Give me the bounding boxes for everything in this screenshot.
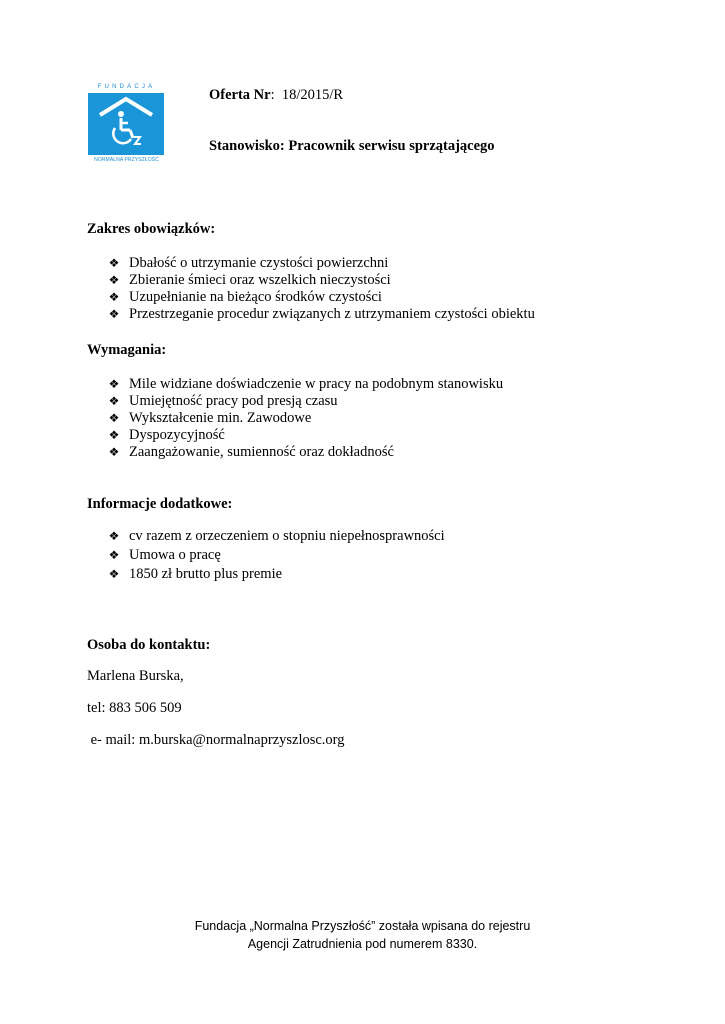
logo-bottom-text: NORMALNA PRZYSZŁOŚĆ xyxy=(94,157,159,163)
logo-top-text: FUNDACJA xyxy=(97,84,156,90)
logo-emblem xyxy=(88,93,164,155)
offer-sep: : xyxy=(270,87,275,103)
duties-heading: Zakres obowiązków: xyxy=(87,221,216,237)
bullet-icon: ❖ xyxy=(108,377,120,391)
contact-email: e- mail: m.burska@normalnaprzyszlosc.org xyxy=(87,732,345,748)
bullet-icon: ❖ xyxy=(108,428,120,442)
offer-number xyxy=(209,87,343,104)
foundation-logo xyxy=(87,84,166,168)
requirements-list xyxy=(107,376,627,461)
bullet-icon: ❖ xyxy=(108,529,120,543)
bullet-icon: ❖ xyxy=(108,394,120,408)
bullet-icon: ❖ xyxy=(108,307,120,321)
bullet-icon: ❖ xyxy=(108,290,120,304)
footer xyxy=(0,917,725,953)
bullet-icon: ❖ xyxy=(108,256,120,270)
list-item: ❖ Umiejętność pracy pod presją czasu xyxy=(108,393,338,409)
footer-line-1: Fundacja „Normalna Przyszłość” została wpisana do rejestru xyxy=(194,919,531,933)
list-item: ❖ Dbałość o utrzymanie czystości powierzchni xyxy=(108,255,389,271)
list-item: ❖ Umowa o pracę xyxy=(108,547,221,563)
contact-heading: Osoba do kontaktu: xyxy=(87,637,211,653)
list-item: ❖ 1850 zł brutto plus premie xyxy=(108,566,283,582)
bullet-icon: ❖ xyxy=(108,567,120,581)
house-wheelchair-icon xyxy=(88,93,164,155)
contact-name: Marlena Burska, xyxy=(87,668,184,684)
list-item: ❖ cv razem z orzeczeniem o stopniu niepełnosprawności xyxy=(108,528,445,544)
list-item: ❖ Zaangażowanie, sumienność oraz dokładność xyxy=(108,444,394,460)
footer-line-2: Agencji Zatrudnienia pod numerem 8330. xyxy=(247,937,478,951)
additional-list xyxy=(107,528,627,585)
list-item: ❖ Uzupełnianie na bieżąco środków czystości xyxy=(108,289,382,305)
list-item: ❖ Wykształcenie min. Zawodowe xyxy=(108,410,312,426)
bullet-icon: ❖ xyxy=(108,273,120,287)
list-item: ❖ Mile widziane doświadczenie w pracy na podobnym stanowisku xyxy=(108,376,504,392)
offer-label: Oferta Nr xyxy=(209,87,271,103)
additional-heading: Informacje dodatkowe: xyxy=(87,496,233,512)
bullet-icon: ❖ xyxy=(108,548,120,562)
duties-list xyxy=(107,255,627,323)
offer-value: 18/2015/R xyxy=(281,87,344,103)
contact-phone: tel: 883 506 509 xyxy=(87,700,182,716)
list-item: ❖ Zbieranie śmieci oraz wszelkich nieczystości xyxy=(108,272,391,288)
bullet-icon: ❖ xyxy=(108,445,120,459)
list-item: ❖ Dyspozycyjność xyxy=(108,427,225,443)
bullet-icon: ❖ xyxy=(108,411,120,425)
list-item: ❖ Przestrzeganie procedur związanych z utrzymaniem czystości obiektu xyxy=(108,306,535,322)
position-title: Stanowisko: Pracownik serwisu sprzątającego xyxy=(209,138,495,154)
requirements-heading: Wymagania: xyxy=(87,342,167,358)
